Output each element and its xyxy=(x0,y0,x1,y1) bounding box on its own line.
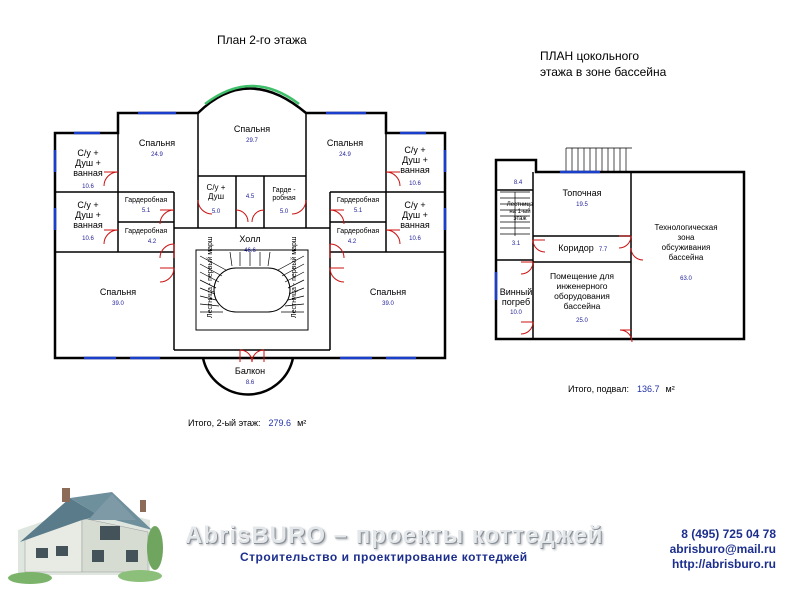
room-wardrobe-center-name: Гарде -робная xyxy=(272,187,296,202)
room-engineering-name: Помещение для инженерного оборудования бассейна xyxy=(549,271,615,311)
basement-total-unit: м² xyxy=(665,384,675,394)
room-bath-tl-name: С/у + Душ + ванная xyxy=(73,148,103,178)
room-balcony-name: Балкон xyxy=(234,366,266,376)
balcony-outline xyxy=(203,358,293,394)
floor2-total-label: Итого, 2-ый этаж: xyxy=(188,418,261,428)
basement-title-line2: этажа в зоне бассейна xyxy=(540,65,667,79)
contact-email[interactable]: abrisburo@mail.ru xyxy=(669,542,776,556)
room-stair-area: 3.1 xyxy=(511,241,521,247)
room-tech-zone-name: Технологическая зона обсуживания бассейна xyxy=(654,223,718,262)
room-wardrobe-tr-name: Гардеробная xyxy=(336,197,380,204)
basement-total xyxy=(568,384,675,394)
floor2-total-unit: м² xyxy=(297,418,307,428)
room-corridor-area: 7.7 xyxy=(598,247,608,253)
contact-phone: 8 (495) 725 04 78 xyxy=(681,527,776,541)
floor2-title: План 2-го этажа xyxy=(217,33,307,47)
room-bedroom-bl-area: 39.0 xyxy=(112,301,124,307)
room-wardrobe-br-area: 4.2 xyxy=(347,239,357,245)
room-wardrobe-center-area: 5.0 xyxy=(279,209,289,215)
room-bedroom-center-area: 29.7 xyxy=(246,138,258,144)
room-bath-br-name: С/у + Душ + ванная xyxy=(400,200,430,230)
room-shower-area: 5.0 xyxy=(211,209,221,215)
room-bath-bl-area: 10.6 xyxy=(82,236,94,242)
stair-label-left: Лестница - первый марш xyxy=(207,236,214,318)
room-tech-zone-area: 63.0 xyxy=(680,276,692,282)
room-wine-cellar-name: Винный погреб xyxy=(499,287,533,307)
house-illustration xyxy=(8,488,163,584)
room-bath-tr-area: 10.6 xyxy=(409,181,421,187)
room-bedroom-left-name: Спальня xyxy=(138,138,176,148)
basement-total-label: Итого, подвал: xyxy=(568,384,629,394)
room-vestibule-area: 8.4 xyxy=(513,180,523,186)
room-boiler-name: Топочная xyxy=(562,188,602,198)
room-wardrobe-bl-area: 4.2 xyxy=(147,239,157,245)
brand-slogan: Строительство и проектирование коттеджей xyxy=(240,550,528,564)
room-bedroom-br-area: 39.0 xyxy=(382,301,394,307)
room-boiler-area: 19.5 xyxy=(576,202,588,208)
room-bedroom-right-name: Спальня xyxy=(326,138,364,148)
floor2-room-labels xyxy=(73,124,430,386)
room-balcony-area: 8.6 xyxy=(245,380,255,386)
room-bedroom-left-area: 24.9 xyxy=(151,152,163,158)
room-stair-name: Лестница на 1-ый этаж xyxy=(506,202,534,222)
room-bedroom-center-name: Спальня xyxy=(233,124,271,134)
room-bath-tl-area: 10.6 xyxy=(82,184,94,190)
room-bedroom-br-name: Спальня xyxy=(369,287,407,297)
floor2-total-value: 279.6 xyxy=(268,418,292,428)
room-small-area: 4.5 xyxy=(245,194,255,200)
floor2-total xyxy=(188,418,306,428)
room-engineering-area: 25.0 xyxy=(576,318,588,324)
room-hall-area: 46.6 xyxy=(244,248,256,254)
room-bath-tr-name: С/у + Душ + ванная xyxy=(400,145,430,175)
room-wardrobe-tl-area: 5.1 xyxy=(141,208,151,214)
basement-title-line1: ПЛАН цокольного xyxy=(540,49,640,63)
contact-block xyxy=(670,527,776,572)
room-hall-name: Холл xyxy=(239,234,261,244)
contact-site[interactable]: http://abrisburo.ru xyxy=(672,557,776,571)
room-wardrobe-tr-area: 5.1 xyxy=(353,208,363,214)
room-bedroom-bl-name: Спальня xyxy=(99,287,137,297)
room-shower-name: С/у + Душ xyxy=(206,183,226,201)
basement-total-value: 136.7 xyxy=(636,384,660,394)
brand-logo-text: AbrisBURO – проекты коттеджей xyxy=(185,522,604,549)
room-wardrobe-tl-name: Гардеробная xyxy=(124,197,168,204)
stair-label-right: Лестница - первый марш xyxy=(291,236,298,318)
room-bedroom-right-area: 24.9 xyxy=(339,152,351,158)
room-wardrobe-bl-name: Гардеробная xyxy=(124,228,168,235)
room-wine-cellar-area: 10.0 xyxy=(510,310,522,316)
room-bath-br-area: 10.6 xyxy=(409,236,421,242)
room-wardrobe-br-name: Гардеробная xyxy=(336,228,380,235)
room-corridor-name: Коридор xyxy=(558,243,594,253)
room-bath-bl-name: С/у + Душ + ванная xyxy=(73,200,103,230)
